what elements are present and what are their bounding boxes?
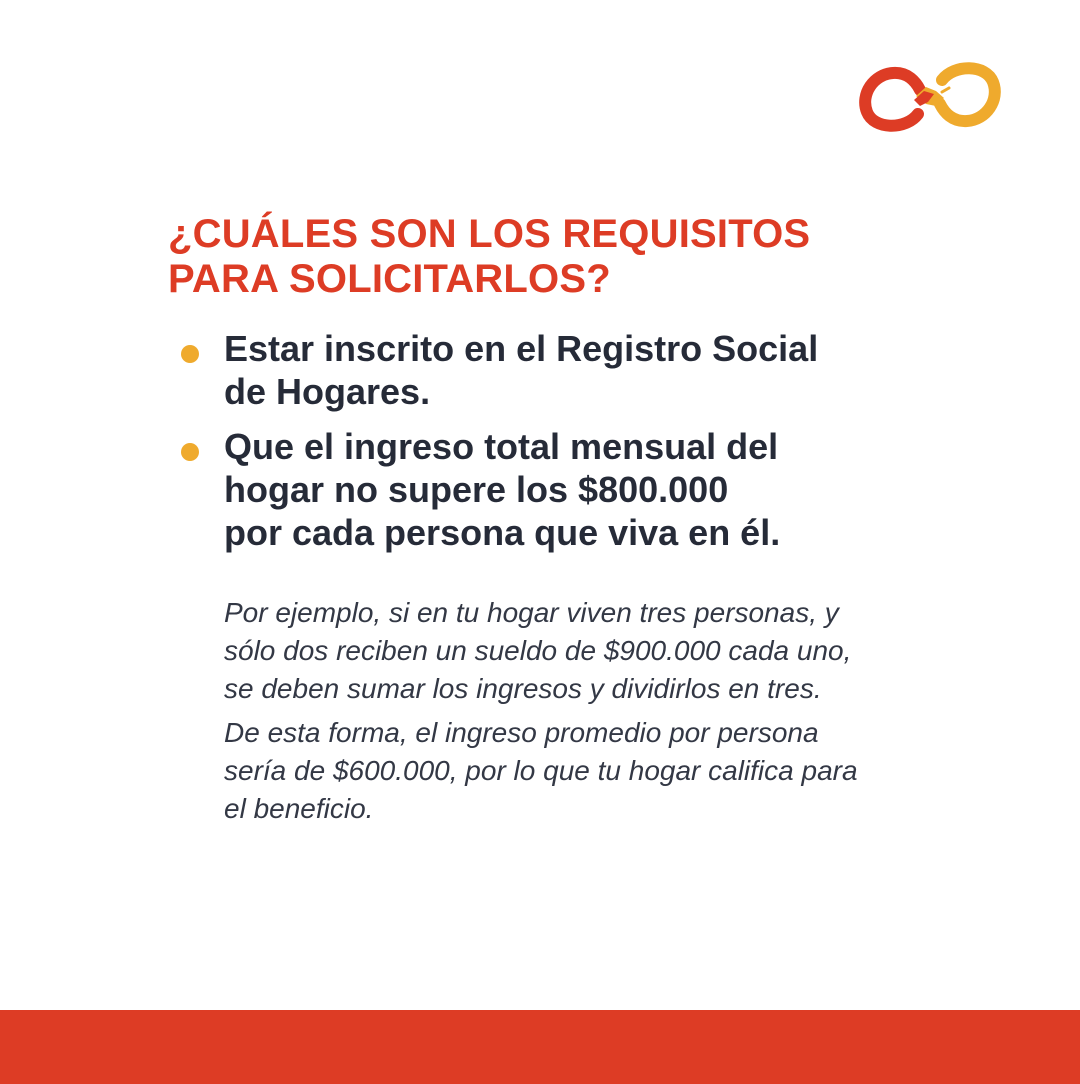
list-item	[168, 327, 928, 413]
example-paragraph	[224, 714, 984, 828]
requirements-list	[168, 327, 928, 566]
example-paragraph	[224, 594, 984, 708]
footer-bar	[0, 1010, 1080, 1084]
example-line: sólo dos reciben un sueldo de $900.000 cada uno,	[224, 635, 852, 666]
requirement-line: Estar inscrito en el Registro Social	[224, 328, 819, 369]
requirement-line: de Hogares.	[224, 371, 431, 412]
requirement-line: hogar no supere los $800.000	[224, 469, 729, 510]
requirement-line: por cada persona que viva en él.	[224, 512, 781, 553]
title-line: ¿CUÁLES SON LOS REQUISITOS	[168, 212, 811, 256]
list-item	[168, 425, 928, 554]
example-block	[224, 594, 984, 834]
page-title	[168, 212, 968, 302]
logo	[856, 60, 1004, 134]
bullet-dot-icon	[181, 443, 199, 461]
example-line: sería de $600.000, por lo que tu hogar califica para	[224, 755, 858, 786]
example-line: De esta forma, el ingreso promedio por persona	[224, 717, 819, 748]
infinity-handshake-icon	[856, 60, 1004, 134]
example-line: se deben sumar los ingresos y dividirlos en tres.	[224, 673, 822, 704]
example-line: el beneficio.	[224, 793, 374, 824]
title-line: PARA SOLICITARLOS?	[168, 257, 611, 301]
requirement-line: Que el ingreso total mensual del	[224, 426, 779, 467]
example-line: Por ejemplo, si en tu hogar viven tres personas, y	[224, 597, 839, 628]
bullet-dot-icon	[181, 345, 199, 363]
